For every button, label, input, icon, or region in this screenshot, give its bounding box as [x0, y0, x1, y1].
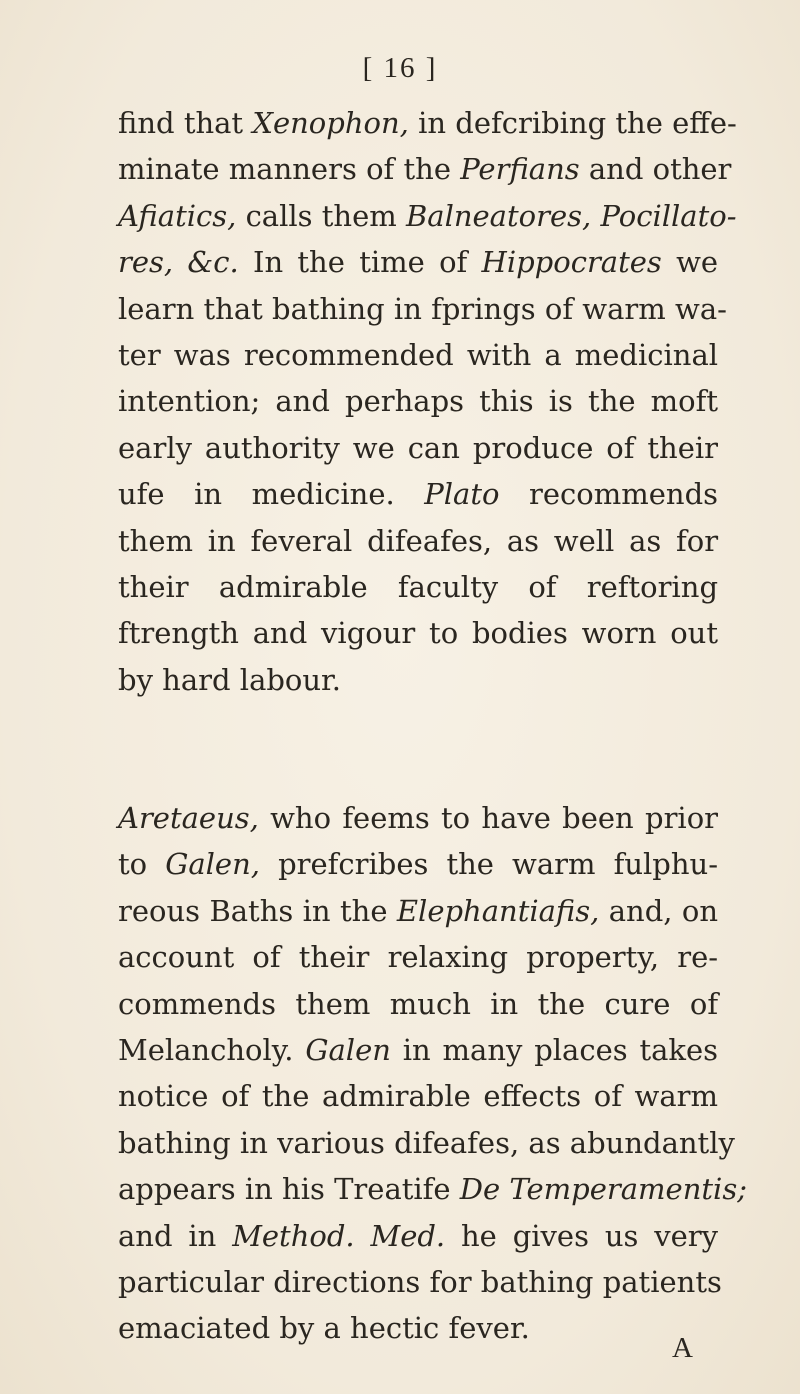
page-number: [ 16 ]	[362, 52, 438, 84]
text-line: them in feveral difeafes, as well as for	[118, 523, 719, 558]
text-line: Melancholy. Galen in many places takes	[118, 1033, 719, 1068]
text-line: res, &c. In the time of Hippocrates we	[118, 245, 719, 280]
text-line: emaciated by a hectic fever.	[118, 1311, 530, 1346]
text-line: Afiatics, calls them Balneatores, Pocillato-	[118, 198, 737, 233]
text-line: reous Baths in the Elephantiafis, and, on	[118, 893, 719, 928]
text-line: bathing in various difeafes, as abundantly	[118, 1125, 735, 1160]
text-line: early authority we can produce of their	[118, 430, 719, 465]
text-line: to Galen, prefcribes the warm fulphu-	[118, 847, 719, 882]
paragraph-1	[118, 100, 737, 703]
text-line: notice of the admirable effects of warm	[118, 1079, 719, 1114]
text-line: particular directions for bathing patients	[118, 1264, 722, 1299]
text-line: appears in his Treatife De Temperamentis;	[118, 1172, 747, 1207]
paragraph-2	[118, 795, 747, 1352]
text-line: their admirable faculty of reftoring	[118, 569, 719, 604]
body-text	[118, 100, 747, 1352]
catchword: A	[672, 1332, 693, 1364]
text-line: find that Xenophon, in defcribing the effe-	[118, 106, 737, 140]
text-line: commends them much in the cure of	[118, 986, 719, 1021]
text-line: minate manners of the Perfians and other	[118, 152, 732, 187]
text-line: account of their relaxing property, re-	[118, 940, 719, 975]
text-line: intention; and perhaps this is the moft	[118, 384, 719, 419]
text-line: ftrength and vigour to bodies worn out	[118, 616, 719, 651]
text-line: and in Method. Med. he gives us very	[118, 1218, 719, 1253]
text-line: ufe in medicine. Plato recommends	[118, 477, 719, 512]
text-line: learn that bathing in fprings of warm wa-	[118, 291, 727, 326]
text-line: ter was recommended with a medicinal	[118, 337, 719, 372]
text-line: Aretaeus, who feems to have been prior	[118, 801, 719, 836]
text-line: by hard labour.	[118, 662, 341, 697]
paragraph-gap	[118, 703, 718, 795]
